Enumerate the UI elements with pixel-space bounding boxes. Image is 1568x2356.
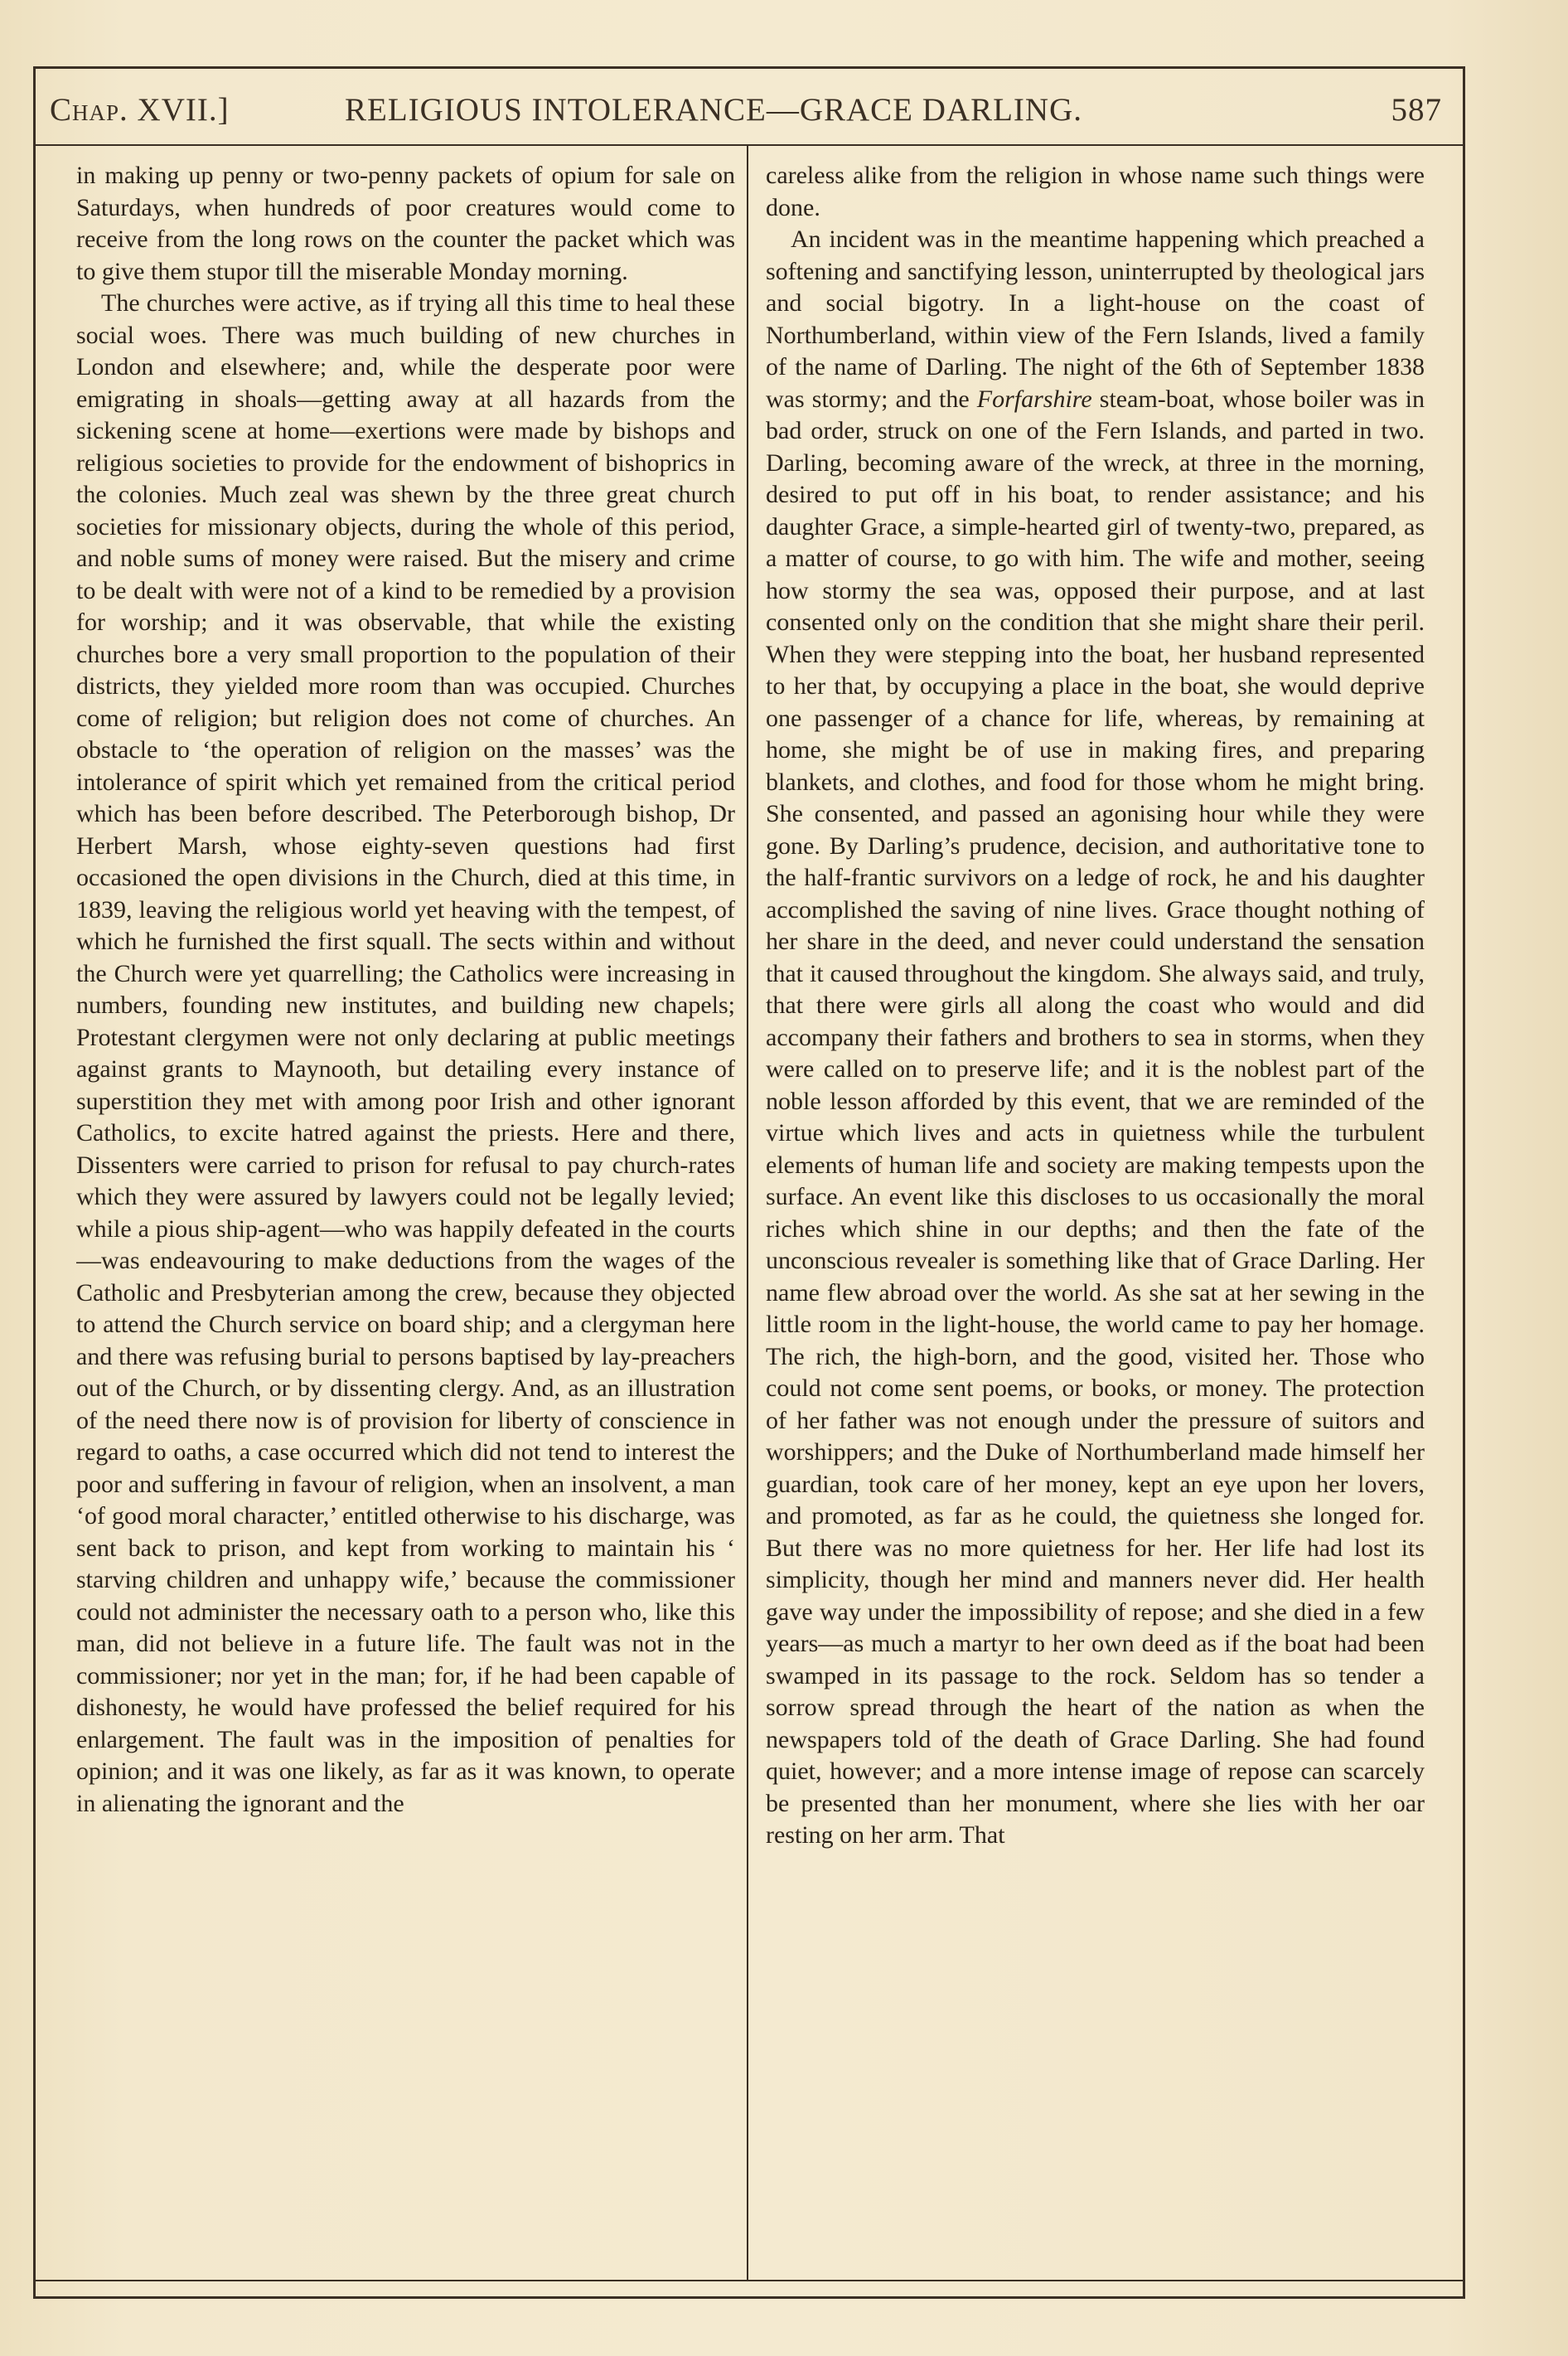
running-title: RELIGIOUS INTOLERANCE—GRACE DARLING. — [345, 92, 1082, 128]
paragraph: in making up penny or two-penny packets of opium for sale on Saturdays, when hundreds of poor creatures would come to receive from the long rows on the counter the packet which was to give them stupor till the miserable Monday morning. — [76, 162, 735, 285]
ship-name: Forfarshire — [976, 385, 1092, 413]
header-rule — [36, 144, 1463, 146]
left-column — [76, 160, 735, 2266]
page-number: 587 — [1391, 92, 1442, 128]
paragraph: careless alike from the religion in whose name such things were done. — [766, 162, 1425, 221]
bottom-rule — [36, 2280, 1463, 2281]
text-run: steam-boat, whose boiler was in bad order, struck on one of the Fern Islands, and parted in two. Darling, becoming aware of the wreck, at three in the morning, desired to put off in his boat, to render assistance; and his daughter Grace, a simple-hearted girl of twenty-two, prepared, as a matter of course, to go with him. The wife and mother, seeing how stormy the sea was, opposed their purpose, and at last consented only on the condition that she might share their peril. When they were stepping into the boat, her husband represented to her that, by occupying a place in the boat, she would deprive one passenger of a chance for life, whereas, by remaining at home, she might be of use in making fires, and preparing blankets, and clothes, and food for those whom he might bring. She consented, and passed an agonising hour while they were gone. By Darling’s prudence, decision, and authoritative tone to the half-frantic survivors on a ledge of rock, he and his daughter accomplished the saving of nine lives. Grace thought nothing of her share in the deed, and never could understand the sensation that it caused throughout the kingdom. She always said, and truly, that there were girls all along the coast who would and did accompany their fathers and brothers to sea in storms, when they were called on to preserve life; and it is the noblest part of the noble lesson afforded by this event, that we are reminded of the virtue which lives and acts in quietness while the turbulent elements of human life and society are making tempests upon the surface. An event like this discloses to us occasionally the moral riches which shine in our depths; and then the fate of the unconscious revealer is something like that of Grace Darling. Her name flew abroad over the world. As she sat at her sewing in the little room in the light-house, the world came to pay her homage. The rich, the high-born, and the good, visited her. Those who could not come sent poems, or books, or money. The protection of her father was not enough under the pressure of suitors and worshippers; and the Duke of Northumberland made himself her guardian, took care of her money, kept an eye upon her lovers, and promoted, as far as he could, the quietness she longed for. But there was no more quietness for her. Her life had lost its simplicity, though her mind and manners never did. Her health gave way under the impossibility of repose; and she died in a few years—as much a martyr to her own deed as if the boat had been swamped in its passage to the rock. Seldom has so tender a sorrow spread through the heart of the nation as when the newspapers told of the death of Grace Darling. She had found quiet, however; and a more intense image of repose can scarcely be presented than her monument, where she lies with her oar resting on her arm. That — [766, 385, 1425, 1849]
chapter-label: Chap. XVII.] — [50, 92, 230, 128]
right-column — [766, 160, 1425, 2266]
running-header — [50, 91, 1442, 141]
paragraph: The churches were active, as if trying all this time to heal these social woes. There was much building of new churches in London and elsewhere; and, while the desperate poor were emigrating in shoals—getting away at all hazards from the sickening scene at home—exertions were made by bishops and religious societies to provide for the endowment of bishoprics in the colonies. Much zeal was shewn by the three great church societies for missionary objects, during the whole of this period, and noble sums of money were raised. But the misery and crime to be dealt with were not of a kind to be remedied by a provision for worship; and it was observable, that while the existing churches bore a very small proportion to the population of their districts, they yielded more room than was occupied. Churches come of religion; but religion does not come of churches. An obstacle to ‘the operation of religion on the masses’ was the intolerance of spirit which yet remained from the critical period which has been before described. The Peterborough bishop, Dr Herbert Marsh, whose eighty-seven questions had first occasioned the open divisions in the Church, died at this time, in 1839, leaving the religious world yet heaving with the tempest, of which he furnished the first squall. The sects within and without the Church were yet quarrelling; the Catholics were increasing in numbers, founding new institutes, and building new chapels; Protestant clergymen were not only declaring at public meetings against grants to Maynooth, but detailing every instance of superstition they met with among poor Irish and other ignorant Catholics, to excite hatred against the priests. Here and there, Dissenters were carried to prison for refusal to pay church-rates which they were assured by lawyers could not be legally levied; while a pious ship-agent—who was happily defeated in the courts—was endeavouring to make deductions from the wages of the Catholic and Presbyterian among the crew, because they objected to attend the Church service on board ship; and a clergyman here and there was refusing burial to persons baptised by lay-preachers out of the Church, or by dissenting clergy. And, as an illustration of the need there now is of provision for liberty of conscience in regard to oaths, a case occurred which did not tend to interest the poor and suffering in favour of religion, when an insolvent, a man ‘of good moral character,’ entitled otherwise to his discharge, was sent back to prison, and kept from working to maintain his ‘ starving children and unhappy wife,’ because the commissioner could not administer the necessary oath to a person who, like this man, did not believe in a future life. The fault was not in the commissioner; nor yet in the man; for, if he had been capable of dishonesty, he would have professed the belief required for his enlargement. The fault was in the imposition of penalties for opinion; and it was one likely, as far as it was known, to operate in alienating the ignorant and the — [76, 289, 735, 1817]
paragraph — [766, 224, 1425, 1852]
text-run: An incident was in the meantime happening which preached a softening and sanctifying lesson, uninterrupted by theological jars and social bigotry. In a light-house on the coast of Northumberland, within view of the Fern Islands, lived a family of the name of Darling. The night of the 6th of September 1838 was stormy; and the — [766, 225, 1425, 413]
column-divider — [747, 144, 748, 2281]
